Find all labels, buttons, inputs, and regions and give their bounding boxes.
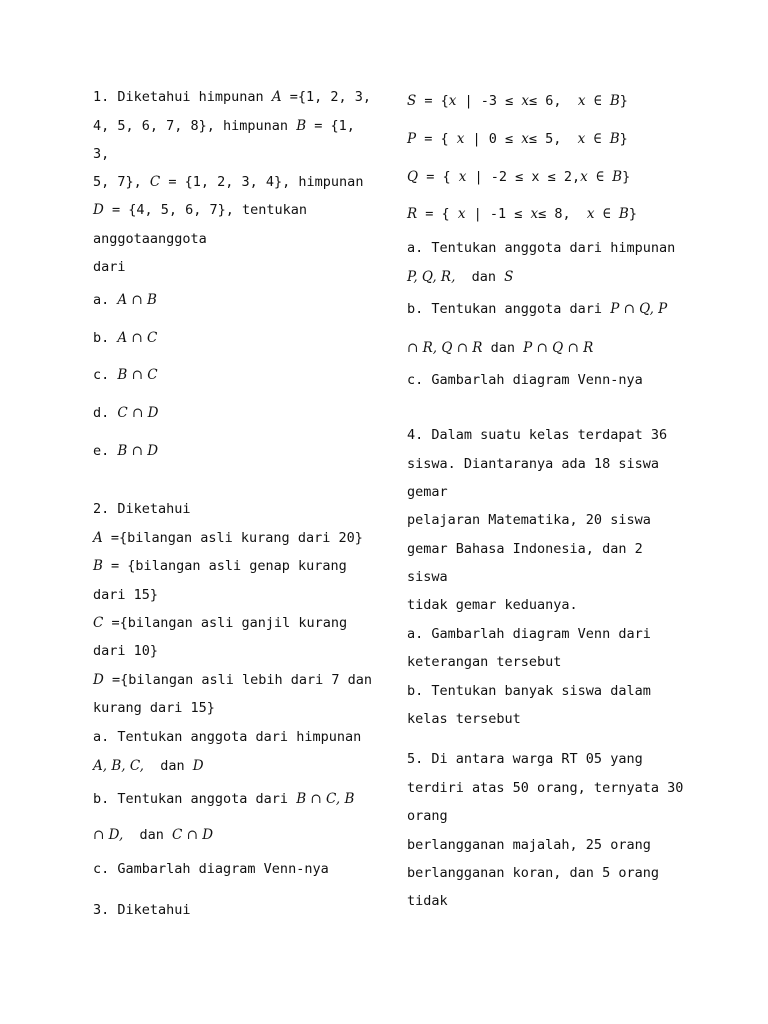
text: ∈ [594, 206, 619, 222]
set-symbol: B [609, 93, 620, 109]
q5-line-5: berlangganan koran, dan 5 orang [407, 865, 659, 881]
q1-line-2 [93, 117, 355, 135]
q1-item-a [93, 291, 157, 309]
set-symbol: C [149, 174, 161, 190]
q2-line-4: dari 15} [93, 587, 159, 603]
var: x [577, 93, 586, 109]
set-symbol: B [296, 118, 307, 134]
q2-line-5 [93, 614, 347, 632]
set-p-definition [407, 130, 628, 148]
q4-line-3: gemar [407, 484, 448, 500]
set-symbol: Q [407, 169, 419, 185]
text: = { [418, 169, 459, 185]
item-label: d. [93, 405, 118, 421]
q4-line-4: pelajaran Matematika, 20 siswa [407, 512, 651, 528]
q2-line-6: dari 10} [93, 643, 159, 659]
text: } [619, 131, 628, 147]
set-q-definition [407, 168, 630, 186]
q5-line-6: tidak [407, 893, 448, 909]
text: ={bilangan asli ganjil kurang [103, 615, 348, 631]
text: | -2 ≤ x ≤ 2, [466, 169, 581, 185]
item-label: c. [93, 367, 118, 383]
q2-item-c: c. Gambarlah diagram Venn-nya [93, 861, 329, 877]
var: x [580, 169, 588, 185]
text: ∈ [585, 131, 610, 147]
set-symbol: S [504, 269, 514, 285]
q5-line-3: orang [407, 808, 448, 824]
text: dan [455, 269, 505, 285]
q1-item-c [93, 366, 158, 384]
text: = {bilangan asli genap kurang [102, 558, 347, 574]
q3-item-a-line-2 [407, 268, 513, 286]
q2-item-b-line-1 [93, 790, 354, 808]
text: dan [123, 827, 173, 843]
text: | 0 ≤ [464, 131, 522, 147]
q1-line-3: 3, [93, 146, 110, 162]
q2-line-1: 2. Diketahui [93, 501, 191, 517]
q1-line-4 [93, 173, 363, 191]
set-symbol: D [93, 202, 104, 218]
math-expression: P ∩ Q ∩ R [523, 340, 594, 356]
item-label: b. [93, 330, 118, 346]
q1-item-e [93, 442, 158, 460]
math-expression: A ∩ B [117, 292, 157, 308]
q3-item-c: c. Gambarlah diagram Venn-nya [407, 372, 643, 388]
set-s-definition [407, 92, 628, 110]
set-symbol: P [407, 131, 417, 147]
q1-line-7: dari [93, 259, 126, 275]
text: } [619, 93, 628, 109]
set-symbol: D [192, 758, 204, 774]
q2-line-8: kurang dari 15} [93, 700, 215, 716]
text: dan [482, 340, 524, 356]
text: = {1, [306, 118, 355, 134]
q2-item-a-line-2 [93, 757, 204, 775]
math-expression: A ∩ C [117, 330, 158, 346]
q1-item-d [93, 404, 158, 422]
text: } [622, 169, 631, 185]
q1-line-1 [93, 88, 371, 106]
math-expression: B ∩ D [117, 443, 159, 459]
q3-line-1: 3. Diketahui [93, 902, 191, 918]
math-expression: ∩ R, Q ∩ R [407, 340, 483, 356]
var: x [577, 131, 586, 147]
set-symbol: B [612, 169, 623, 185]
q5-line-1: 5. Di antara warga RT 05 yang [407, 751, 643, 767]
text: ≤ 6, [529, 93, 578, 109]
var: x [586, 206, 595, 222]
text: ={1, 2, 3, [281, 89, 371, 105]
text: | -3 ≤ [456, 93, 522, 109]
q4-item-a-line-2: keterangan tersebut [407, 654, 562, 670]
q2-line-3 [93, 557, 347, 575]
text: b. Tentukan anggota dari [407, 301, 611, 317]
q2-item-a-line-1: a. Tentukan anggota dari himpunan [93, 729, 362, 745]
text: ≤ 8, [538, 206, 587, 222]
q5-line-2: terdiri atas 50 orang, ternyata 30 [407, 780, 684, 796]
math-expression: ∩ D, [93, 827, 124, 843]
var: x [448, 93, 457, 109]
q4-line-2: siswa. Diantaranya ada 18 siswa [407, 456, 659, 472]
q4-item-b-line-1: b. Tentukan banyak siswa dalam [407, 683, 651, 699]
text: = { [416, 93, 449, 109]
q3-item-b-line-2 [407, 339, 593, 357]
set-symbol: R [407, 206, 418, 222]
set-r-definition [407, 205, 637, 223]
var: x [521, 131, 529, 147]
item-label: e. [93, 443, 118, 459]
item-label: a. [93, 292, 118, 308]
text: ∈ [587, 169, 613, 185]
text: = {1, 2, 3, 4}, himpunan [160, 174, 364, 190]
math-expression: P ∩ Q, P [610, 301, 668, 317]
set-symbol: B [93, 558, 103, 574]
q4-line-1: 4. Dalam suatu kelas terdapat 36 [407, 427, 668, 443]
math-expression: A, B, C, [93, 758, 144, 774]
text: ∈ [585, 93, 610, 109]
set-symbol: A [271, 89, 282, 105]
q3-item-a-line-1: a. Tentukan anggota dari himpunan [407, 240, 676, 256]
text: 1. Diketahui himpunan [93, 89, 272, 105]
q1-item-b [93, 329, 157, 347]
text: ={bilangan asli lebih dari 7 dan [103, 672, 373, 688]
q2-line-2 [93, 529, 363, 547]
var: x [456, 131, 465, 147]
math-expression: C ∩ D [117, 405, 159, 421]
set-symbol: A [93, 530, 103, 546]
text: ≤ 5, [528, 131, 578, 147]
q1-line-6: anggotaanggota [93, 231, 207, 247]
text: } [628, 206, 637, 222]
q4-item-a-line-1: a. Gambarlah diagram Venn dari [407, 626, 651, 642]
q4-line-5: gemar Bahasa Indonesia, dan 2 [407, 541, 643, 557]
math-expression: B ∩ C [117, 367, 158, 383]
var: x [530, 206, 539, 222]
text: | -1 ≤ [465, 206, 531, 222]
text: = { [417, 206, 458, 222]
var: x [457, 206, 466, 222]
q1-line-5 [93, 201, 307, 219]
math-expression: P, Q, R, [407, 269, 456, 285]
q4-item-b-line-2: kelas tersebut [407, 711, 521, 727]
text: = {4, 5, 6, 7}, tentukan [103, 202, 308, 218]
set-symbol: B [609, 131, 620, 147]
text: dan [143, 758, 193, 774]
q4-line-6: siswa [407, 569, 448, 585]
q2-item-b-line-2 [93, 826, 213, 844]
text: b. Tentukan anggota dari [93, 791, 297, 807]
math-expression: B ∩ C, B [296, 791, 355, 807]
q2-line-7 [93, 671, 372, 689]
set-symbol: B [618, 206, 629, 222]
q3-item-b-line-1 [407, 300, 667, 318]
q4-line-7: tidak gemar keduanya. [407, 597, 578, 613]
set-symbol: S [407, 93, 417, 109]
set-symbol: D [93, 672, 104, 688]
set-symbol: C [93, 615, 104, 631]
text: 5, 7}, [93, 174, 150, 190]
text: = { [416, 131, 457, 147]
var: x [458, 169, 467, 185]
q5-line-4: berlangganan majalah, 25 orang [407, 837, 651, 853]
text: 4, 5, 6, 7, 8}, himpunan [93, 118, 297, 134]
math-expression: C ∩ D [172, 827, 214, 843]
text: ={bilangan asli kurang dari 20} [102, 530, 363, 546]
var: x [521, 93, 530, 109]
